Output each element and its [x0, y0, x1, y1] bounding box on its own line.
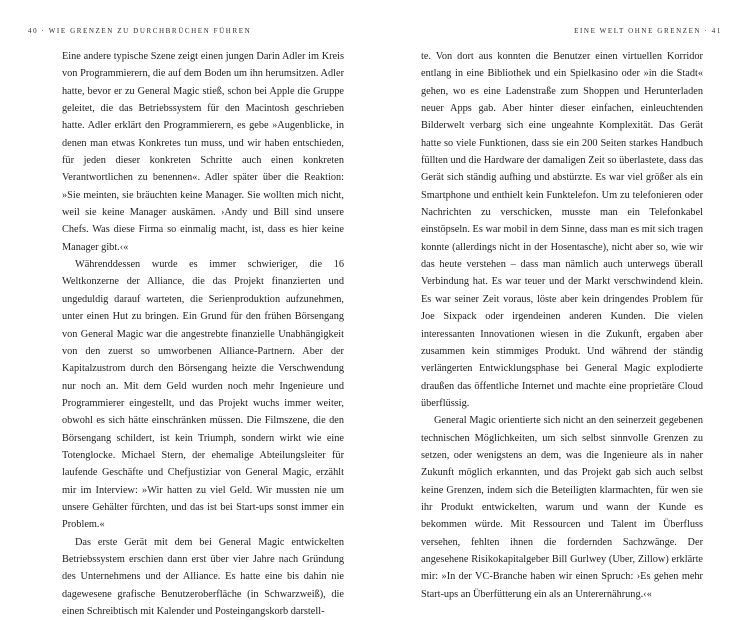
left-page-header: 40 · WIE GRENZEN ZU DURCHBRÜCHEN FÜHREN [28, 27, 252, 35]
paragraph: Währenddessen wurde es immer schwieriger, die 16 Weltkonzerne der Alliance, die das Projekt finanzierten und ungeduldig darauf warteten, die Serienproduktion aufzunehmen, unter einen Hut zu bringen. Ein Grund für den frühen Börsengang von General Magic war die angestrebte finanzielle Unabhängigkeit von den zuerst so umworbenen Alliance-Partnern. Aber der Kapitalzustrom durch den Börsengang heizte die Verschwendung nur noch an. Mit dem Geld wurden noch mehr Ingenieure und Programmierer eingestellt, und das Projekt wuchs immer weiter, obwohl es sich hätte einschränken müssen. Die Filmszene, die den Börsengang schildert, ist kein Triumph, sondern wirkt wie eine Totenglocke. Michael Stern, der ehemalige Abteilungsleiter für laufende Geschäfte und Chefjustiziar von General Magic, erzählt mir im Interview: »Wir hatten zu viel Geld. Wir mussten nie um unsere Gehälter fürchten, und das ist bei Start-ups sonst immer ein Problem.« [62, 259, 344, 531]
paragraph: Eine andere typische Szene zeigt einen jungen Darin Adler im Kreis von Programmierern, die auf dem Boden um ihn herumsitzen. Adler hatte, bevor er zu General Magic stieß, schon bei Apple die Gruppe geleitet, die das Betriebssystem für den Macintosh geschrieben hatte. Adler erklärt den Programmierern, es gebe »Augenblicke, in denen man etwas Konkretes tun muss, und wir haben entschieden, für jeden dieser konkreten Schritte auch einen konkreten Verantwortlichen zu benennen«. Adler später über die Reaktion: »Sie meinten, sie bräuchten keine Manager. Sie wollten mich nicht, weil sie keine Manager auskämen. ›Andy und Bill sind unsere Chefs. Was diese Firma so einmalig macht, ist, dass es hier keine Manager gibt.‹« [62, 51, 344, 253]
paragraph: General Magic orientierte sich nicht an den seinerzeit gegebenen technischen Möglichkeiten, um sich selbst sinnvolle Grenzen zu setzen, oder wenigstens an dem, was die Ingenieure als in naher Zukunft möglich erkannten, und das Projekt gab sich auch selbst keine Grenzen, indem sich die Beteiligten klarmachten, für wen sie ihr Produkt entwickelten, warum und wann der Kunde es bekommen würde. Mit Ressourcen und Talent im Überfluss versehen, fehlten ihnen die fordernden Sachzwänge. Der angesehene Risikokapitalgeber Bill Gurlwey (Uber, Zillow) erklärte mir: »In der VC-Branche haben wir einen Spruch: ›Es gehen mehr Start-ups an Überfütterung ein als an Unterernährung.‹« [421, 415, 703, 600]
left-page-body [62, 48, 344, 620]
right-page [375, 0, 750, 600]
right-page-header: EINE WELT OHNE GRENZEN · 41 [574, 27, 722, 35]
paragraph: Das erste Gerät mit dem bei General Magic entwickelten Betriebssystem erschien dann erst über vier Jahre nach Gründung des Unternehmens und der Alliance. Es hatte eine bis dahin nie dagewesene grafische Benutzeroberfläche (in Schwarzweiß), die einen Schreibtisch mit Kalender und Posteingangskorb darstell- [62, 536, 344, 617]
right-page-body [421, 48, 703, 603]
paragraph: te. Von dort aus konnten die Benutzer einen virtuellen Korridor entlang in eine Bibliothek und ein Spielkasino oder »in die Stadt« gehen, wo es eine Ladenstraße zum Shoppen und Herunterladen neuer Apps gab. Aber hinter dieser einfachen, einleuchtenden Bilderwelt verbarg sich eine ungeahnte Komplexität. Das Gerät hatte so viele Funktionen, dass sie ein 200 Seiten starkes Handbuch füllten und die Hardware der damaligen Zeit so überlastete, dass das Gerät sich ständig aufhing und abstürzte. Es war viel größer als ein Smartphone und enthielt kein Funktelefon. Um zu telefonieren oder Nachrichten zu verschicken, musste man ein Telefonkabel einstöpseln. Es war mobil in dem Sinne, dass man es mit sich tragen konnte (allerdings nicht in der Hosentasche), nicht aber so, wie wir das heute verstehen – dass man nämlich auch unterwegs überall Verbindung hat. Es war teuer und der Markt verschwindend klein. Es war seiner Zeit voraus, löste aber kein dringendes Problem für Joe Sixpack oder irgendeinen anderen Kunden. Die vielen interessanten Innovationen wiesen in die Zukunft, ergaben aber zusammen kein stimmiges Produkt. Und während der ständig verlängerten Entwicklungsphase bei General Magic explodierte draußen das öffentliche Internet und machte eine proprietäre Cloud überflüssig. [421, 51, 703, 409]
left-page [0, 0, 375, 617]
